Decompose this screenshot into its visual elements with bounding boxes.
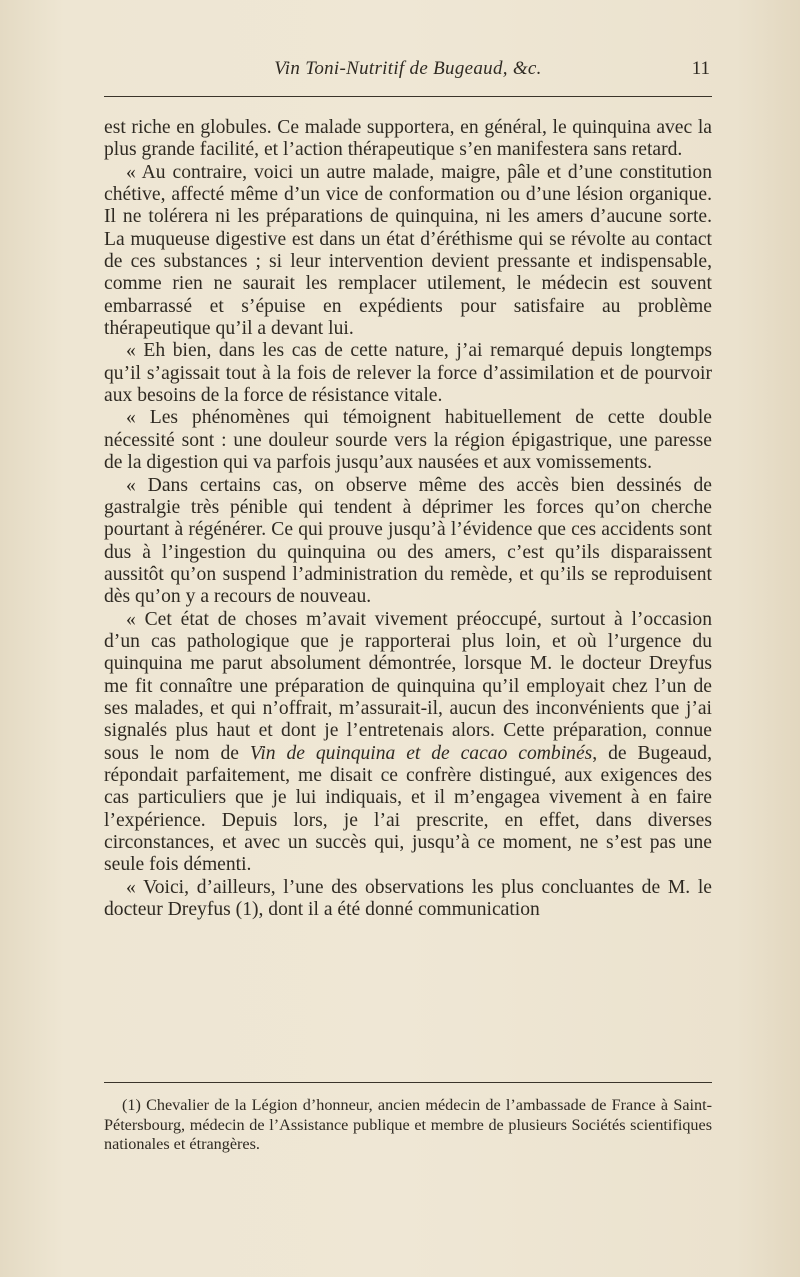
page-number: 11	[691, 58, 710, 79]
footnote-rule	[104, 1082, 712, 1083]
running-head	[104, 58, 712, 88]
running-title: Vin Toni-Nutritif de Bugeaud, &c.	[274, 58, 542, 79]
paragraph-6	[104, 609, 712, 877]
paragraph-3: « Eh bien, dans les cas de cette nature, j’ai remarqué depuis longtemps qu’il s’agissait tout à la fois de relever la force d’assimilation et de pourvoir aux besoins de la force de résistance vitale.	[104, 340, 712, 407]
paragraph-6-end: , de Bugeaud, répondait parfaitement, me disait ce confrère distingué, aux exigences des cas particuliers que je lui indiquais, et il m’engagea vivement à en faire l’expérience. Depuis lors, je l’ai prescrite, en effet, dans diverses circonstances, et avec un succès qui, jusqu’à ce moment, ne s’est pas une seule fois démenti.	[104, 742, 712, 876]
paragraph-2: « Au contraire, voici un autre malade, maigre, pâle et d’une constitution chétive, affecté même d’un vice de conformation ou d’une lésion organique. Il ne tolérera ni les préparations de quinquina, ni les amers d’aucune sorte. La muqueuse digestive est dans un état d’éréthisme qui se révolte au contact de ces substances ; si leur intervention devient pressante et indispensable, comme rien ne saurait les remplacer utilement, le médecin est souvent embarrassé et s’épuise en expédients pour satisfaire au problème thérapeutique qu’il a devant lui.	[104, 161, 712, 340]
header-rule	[104, 96, 712, 97]
paragraph-1: est riche en globules. Ce malade supportera, en général, le quinquina avec la plus grande facilité, et l’action thérapeutique s’en manifestera sans retard.	[104, 117, 712, 161]
product-name: Vin de quinquina et de cacao combinés	[249, 742, 593, 764]
paragraph-5: « Dans certains cas, on observe même des accès bien dessinés de gastralgie très pénible qui tendent à déprimer les forces qu’on cherche pourtant à régénérer. Ce qui prouve jusqu’à l’évidence que ces accidents sont dus à l’ingestion du quinquina ou des amers, c’est qu’ils disparaissent aussitôt qu’on suspend l’administration du remède, et qu’ils se reproduisent dès qu’on y a recours de nouveau.	[104, 474, 712, 608]
footnote	[104, 1096, 712, 1155]
body-text	[104, 117, 712, 921]
paragraph-7: « Voici, d’ailleurs, l’une des observations les plus concluantes de M. le docteur Dreyfus (1), dont il a été donné communication	[104, 876, 712, 921]
paragraph-4: « Les phénomènes qui témoignent habituellement de cette double nécessité sont : une douleur sourde vers la région épigastrique, une paresse de la digestion qui va parfois jusqu’aux nausées et aux vomissements.	[104, 407, 712, 474]
paragraph-6-start: « Cet état de choses m’avait vivement préoccupé, surtout à l’occasion d’un cas pathologique que je rapporterai plus loin, et où l’urgence du quinquina me parut absolument démontrée, lorsque M. le docteur Dreyfus me fit connaître une préparation de quinquina qu’il employait chez l’un de ses malades, et qui n’offrait, m’assurait-il, aucun des inconvénients que j’ai signalés plus haut et dont je l’entretenais alors. Cette préparation, connue sous le nom de	[104, 608, 712, 764]
footnote-text: (1) Chevalier de la Légion d’honneur, ancien médecin de l’ambassade de France à Saint-Pétersbourg, médecin de l’Assistance publique et membre de plusieurs Sociétés scientifiques nationales et étrangères.	[104, 1096, 712, 1153]
